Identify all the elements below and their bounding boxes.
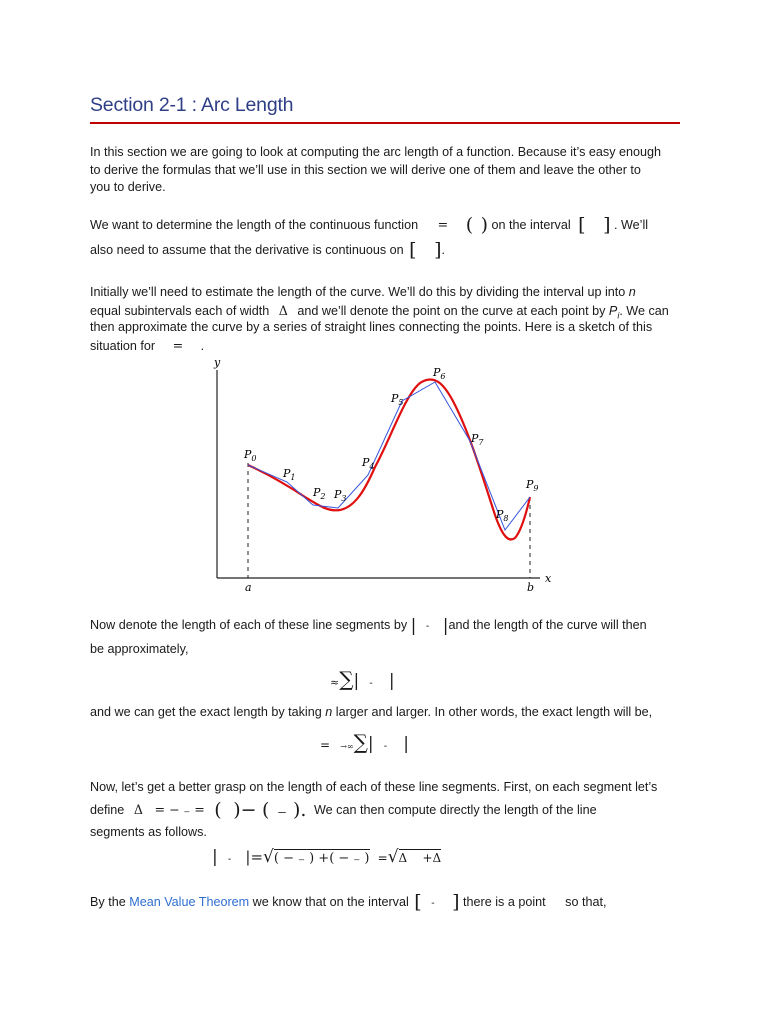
para4-bar2: |: [442, 616, 449, 636]
para5-text-a: and we can get the exact length by taking: [90, 705, 322, 719]
para2-line2-text: also need to assume that the derivative is continuous on: [90, 243, 404, 257]
para3-line3: then approximate the curve by a series of straight lines connecting the points. Here is a sketch of this: [90, 320, 653, 334]
eq2-sum: ∑: [353, 730, 368, 754]
para2-text-a: We want to determine the length of the continuous function: [90, 218, 419, 232]
eq1-sum: ∑: [339, 667, 354, 691]
para2-rbracket: ]: [603, 214, 611, 236]
eq3-sqrt: √: [263, 847, 274, 867]
eq1-dash: -: [369, 678, 373, 689]
curve: [248, 379, 530, 539]
eq3-radicand2: Δ +Δ: [398, 851, 442, 865]
para2-paren-close: ): [480, 214, 489, 236]
para7-text-b: we know that on the interval: [252, 895, 409, 909]
para3-i: i: [617, 310, 620, 321]
para3-line4-end: .: [200, 339, 205, 353]
para3-line1-text: Initially we’ll need to estimate the length of the curve. We’ll do this by dividing the interval up into: [90, 285, 626, 299]
eq1-approx: ≈: [330, 676, 340, 689]
para3-line2-text-a: equal subintervals each of width: [90, 303, 270, 318]
para2-line2-end: .: [441, 243, 445, 257]
para6-text-b: We can then compute directly the length of the line: [313, 803, 597, 817]
para5-line1: [90, 704, 652, 721]
equation-segment-length: [212, 847, 441, 867]
eq3-mid: |=: [245, 848, 264, 866]
equation-limit: [320, 730, 409, 754]
para2-lbracket: [: [578, 214, 586, 236]
para4-line1: [90, 617, 647, 635]
eq2-bar: |: [367, 734, 374, 754]
para2-lbracket2: [: [409, 239, 417, 261]
para1-line3: you to derive.: [90, 180, 166, 194]
para6-paren1: (: [214, 799, 222, 821]
arc-length-figure: [200, 355, 570, 595]
para7-line1: [90, 891, 607, 913]
para2-eq: =: [437, 217, 449, 232]
section-title: Section 2-1 : Arc Length: [90, 94, 294, 116]
point-labels: [243, 366, 539, 523]
label-p2: $P_2$: [313, 486, 326, 501]
para2-text-b: on the interval: [491, 218, 571, 232]
label-p0: $P_0$: [244, 448, 257, 463]
para6-line3: segments as follows.: [90, 825, 207, 839]
para3-line4-eq: =: [172, 338, 184, 353]
para6-line2: [90, 801, 597, 819]
label-p3: $P_3$: [334, 488, 347, 503]
eq2-bar2: |: [403, 734, 409, 754]
para6-paren3: (: [262, 799, 270, 821]
a-label: a: [245, 581, 252, 594]
label-p5: $P_5$: [391, 392, 404, 407]
para3-n: n: [628, 285, 636, 299]
para3-line1: [90, 284, 636, 301]
eq3-bar1: |: [212, 847, 218, 867]
eq3-sub: -: [227, 854, 232, 865]
eq2-dash: -: [383, 741, 388, 752]
para6-paren4: ₋ ).: [276, 799, 307, 821]
mean-value-theorem-link[interactable]: Mean Value Theorem: [129, 895, 250, 909]
para2-text-c: . We’ll: [614, 218, 649, 232]
para3-line2-text-c: . We can: [619, 303, 669, 318]
eq1-bar: |: [353, 671, 360, 691]
para3-delta: Δ: [278, 302, 288, 318]
para2-rbracket2: ]: [434, 239, 442, 261]
para4-sub: -: [425, 621, 430, 632]
para4-line2: be approximately,: [90, 642, 189, 656]
para7-text-c: there is a point: [463, 895, 546, 909]
eq3-radicand: ( − ₋ ) +( − ₋ ): [273, 851, 370, 866]
para7-rbracket: ]: [452, 891, 460, 913]
label-p1: $P_1$: [283, 467, 296, 482]
para4-bar1: |: [410, 616, 417, 636]
para3-line4: [90, 337, 204, 355]
para6-text-a: define: [90, 803, 125, 817]
para6-delta: Δ: [133, 802, 143, 817]
eq3-sqrt2: √: [387, 847, 399, 867]
label-p7: $P_7$: [471, 432, 484, 447]
para2-line1: [90, 216, 648, 234]
para4-text-b: and the length of the curve will then: [448, 618, 647, 632]
eq2-eq: =: [320, 738, 331, 752]
title-underline: [90, 122, 680, 124]
para2-paren-open: (: [465, 214, 474, 236]
para1-line1: In this section we are going to look at computing the arc length of a function. Because it’s easy enough: [90, 145, 662, 159]
para3-line2-text-b: and we’ll denote the point on the curve at each point by: [297, 303, 606, 318]
para3-p: P: [608, 303, 618, 318]
para2-line2: [90, 239, 445, 261]
x-axis-label: x: [545, 572, 552, 585]
b-label: b: [527, 581, 535, 594]
label-p9: $P_9$: [526, 478, 539, 493]
equation-approx: [330, 667, 395, 691]
para6-math: = − ₋ =: [154, 802, 205, 817]
para6-line1: Now, let’s get a better grasp on the length of each of these line segments. First, on each segment let’s: [90, 780, 658, 794]
para7-lbracket: [: [414, 891, 422, 913]
para7-text-a: By the: [90, 895, 126, 909]
para3-line4-text: situation for: [90, 339, 156, 353]
polyline-segments: [248, 382, 530, 530]
para7-text-d: so that,: [565, 895, 607, 909]
para5-n: n: [325, 705, 333, 719]
para6-paren2: )−: [233, 799, 257, 821]
para4-text-a: Now denote the length of each of these line segments by: [90, 618, 408, 632]
para5-text-b: larger and larger. In other words, the exact length will be,: [335, 705, 653, 719]
y-axis-label: y: [214, 356, 221, 369]
eq1-bar2: |: [388, 671, 395, 691]
eq3-eq: =: [377, 851, 388, 865]
para1-line2: to derive the formulas that we’ll use in this section we will derive one of them and leave the other to: [90, 162, 641, 177]
para7-sub: -: [431, 898, 435, 909]
eq2-lim: →∞: [340, 742, 354, 751]
label-p6: $P_6$: [433, 366, 446, 381]
label-p4: $P_4$: [362, 456, 375, 471]
label-p8: $P_8$: [496, 508, 509, 523]
